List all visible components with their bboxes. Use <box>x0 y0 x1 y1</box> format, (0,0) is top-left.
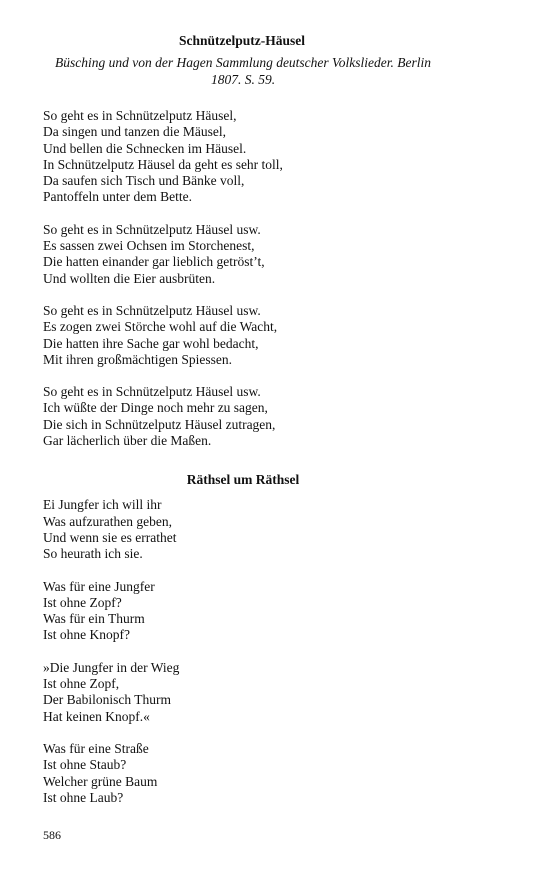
verse-line: Ist ohne Staub? <box>43 757 127 773</box>
verse-line: Der Babilonisch Thurm <box>43 692 171 708</box>
verse-line: So geht es in Schnützelputz Häusel usw. <box>43 302 261 318</box>
verse-line: Da saufen sich Tisch und Bänke voll, <box>43 173 245 189</box>
verse-line: Die sich in Schnützelputz Häusel zutragen, <box>43 416 276 432</box>
verse-line: Und wenn sie es errathet <box>43 529 177 545</box>
verse-line: »Die Jungfer in der Wieg <box>43 659 180 675</box>
stanza <box>43 222 443 287</box>
stanza-gap <box>43 368 443 384</box>
verse-line: So geht es in Schnützelputz Häusel, <box>43 108 237 123</box>
verse-line: So heurath ich sie. <box>43 546 143 562</box>
spacer <box>43 449 443 465</box>
verse-line: So geht es in Schnützelputz Häusel usw. <box>43 221 261 237</box>
poem-body <box>43 108 443 449</box>
verse-line: Was aufzurathen geben, <box>43 513 172 529</box>
spacer <box>43 88 443 108</box>
verse-line: Da singen und tanzen die Mäusel, <box>43 124 226 140</box>
verse-line: Und wollten die Eier ausbrüten. <box>43 270 216 286</box>
stanza-gap <box>43 725 443 741</box>
verse-line: Es zogen zwei Störche wohl auf die Wacht, <box>43 319 278 335</box>
stanza <box>43 741 443 806</box>
verse-line: Was für ein Thurm <box>43 611 145 627</box>
verse-line: Mit ihren großmächtigen Spiessen. <box>43 351 232 367</box>
verse-line: Was für eine Jungfer <box>43 578 155 594</box>
stanza <box>43 384 443 449</box>
verse-line: Ist ohne Laub? <box>43 789 124 805</box>
stanza <box>43 497 443 562</box>
stanza-gap <box>43 206 443 222</box>
stanza-gap <box>43 644 443 660</box>
page-number: 586 <box>43 828 61 842</box>
verse-line: Ich wüßte der Dinge noch mehr zu sagen, <box>43 400 268 416</box>
stanza-gap <box>43 287 443 303</box>
verse-line: Was für eine Straße <box>43 740 149 756</box>
poem-title: Räthsel um Räthsel <box>186 472 300 488</box>
verse-line: Ist ohne Zopf, <box>43 676 120 692</box>
verse-line: Ist ohne Zopf? <box>43 594 122 610</box>
verse-line: Hat keinen Knopf.« <box>43 708 150 724</box>
verse-line: Die hatten ihre Sache gar wohl bedacht, <box>43 335 259 351</box>
poem-title: Schnützelputz-Häusel <box>178 33 305 48</box>
stanza-gap <box>43 563 443 579</box>
poem-body <box>43 497 443 806</box>
page-content <box>43 30 443 806</box>
verse-line: Und bellen die Schnecken im Häusel. <box>43 140 247 156</box>
stanza <box>43 108 443 206</box>
verse-line: So geht es in Schnützelputz Häusel usw. <box>43 384 261 400</box>
verse-line: Welcher grüne Baum <box>43 773 158 789</box>
verse-line: In Schnützelputz Häusel da geht es sehr toll, <box>43 156 283 172</box>
stanza <box>43 660 443 725</box>
verse-line: Ist ohne Knopf? <box>43 627 130 643</box>
verse-line: Die hatten einander gar lieblich getröst’t, <box>43 254 265 270</box>
poem-source: Büsching und von der Hagen Sammlung deutscher Volkslieder. Berlin 1807. S. 59. <box>54 55 432 87</box>
stanza <box>43 579 443 644</box>
stanza <box>43 303 443 368</box>
verse-line: Es sassen zwei Ochsen im Storchenest, <box>43 238 255 254</box>
verse-line: Gar lächerlich über die Maßen. <box>43 433 212 449</box>
verse-line: Ei Jungfer ich will ihr <box>43 497 162 513</box>
verse-line: Pantoffeln unter dem Bette. <box>43 189 192 205</box>
